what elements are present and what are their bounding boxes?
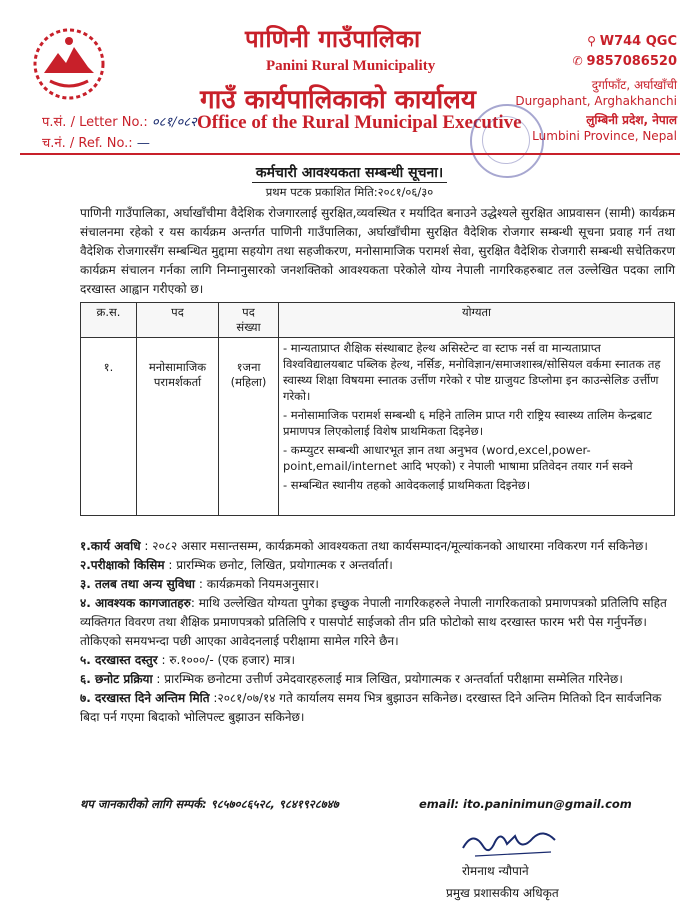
phone-icon: ✆ — [572, 54, 583, 68]
municipality-name-np: पाणिनी गाउँपालिका — [245, 25, 421, 53]
qualification-item: - मान्यताप्राप्त शैक्षिक संस्थाबाट हेल्थ असिस्टेन्ट वा स्टाफ नर्स वा मान्यताप्राप्त विश्वविद्यालयबाट पब्लिक हेल्थ, नर्सिङ, मनोविज्ञान/समाजशास्त्र/सोसियल वर्कमा स्नातक तह स्वास्थ्य शिक्षा विषयमा स्नातक उर्त्तीण गरेको र पोष्ट ग्राजुयट डिप्लोमा इन काउन्सेलिङ उर्त्तीण गरेको। — [283, 341, 661, 403]
ref-number — [42, 133, 150, 151]
ref-label: च.नं. / Ref. No.: — [42, 136, 133, 151]
term-item: १.कार्य अवधि : २०८२ असार मसान्तसम्म, कार्यक्रमको आवश्यकता तथा कार्यसम्पादन/मूल्यांकनको आधारमा नविकरण गर्न सकिनेछ। — [80, 539, 648, 553]
position-table — [80, 302, 675, 516]
table-row — [81, 338, 675, 516]
contact-info: थप जानकारीको लागि सम्पर्क: ९८५७०८६५२८, ९८४१९२८७४७ — [80, 797, 339, 811]
letter-label: प.सं. / Letter No.: — [42, 115, 148, 130]
office-stamp-inner — [482, 116, 530, 164]
cell-qualification — [279, 338, 675, 516]
letter-number — [42, 112, 197, 130]
province-en: Lumbini Province, Nepal — [532, 129, 677, 143]
term-item: ६. छनोट प्रक्रिया : प्रारम्भिक छनोटमा उत्तीर्ण उमेदवारहरुलाई मात्र लिखित, प्रयोगात्मक र अन्तर्वार्ता परीक्षामा सम्मेलित गरिनेछ। — [80, 672, 623, 686]
nepal-emblem-icon — [30, 25, 108, 103]
contact-code: ⚲ W744 QGC — [587, 34, 677, 49]
qualification-item: - मनोसामाजिक परामर्श सम्बन्धी ६ महिने तालिम प्राप्त गरी राष्ट्रिय स्वास्थ्य तालिम केन्द्रबाट प्रमाणपत्र लिएकोलाई विशेष प्राथमिकता दिइनेछ। — [283, 408, 652, 438]
term-item: ३. तलब तथा अन्य सुविधा : कार्यक्रमको नियमअनुसार। — [80, 577, 319, 591]
signatory-title: प्रमुख प्रशासकीय अधिकृत — [446, 886, 559, 900]
address-en: Durgaphant, Arghakhanchi — [515, 94, 677, 108]
signatory-name: रोमनाथ न्यौपाने — [462, 864, 529, 878]
cell-count: १जना (महिला) — [219, 338, 279, 516]
province-np: लुम्बिनी प्रदेश, नेपाल — [586, 113, 677, 127]
address-np: दुर्गाफाँट, अर्घाखाँची — [591, 78, 677, 92]
header-divider — [20, 153, 680, 155]
table-header-row — [81, 303, 675, 338]
office-name-np: गाउँ कार्यपालिकाको कार्यालय — [200, 85, 476, 115]
municipality-name-en: Panini Rural Municipality — [266, 58, 436, 74]
contact-email[interactable]: email: ito.paninimun@gmail.com — [419, 797, 632, 811]
signature-icon — [455, 822, 565, 862]
term-item: ५. दरखास्त दस्तुर : रु.१०००/- (एक हजार) मात्र। — [80, 653, 296, 667]
term-item: ७. दरखास्त दिने अन्तिम मिति :२०८१/०७/१४ गते कार्यालय समय भित्र बुझाउन सकिनेछ। दरखास्त दिने अन्तिम मितिको दिन सार्वजनिक बिदा पर्न गएमा बिदाको भोलिपल्ट बुझाउन सकिनेछ। — [80, 691, 662, 724]
header-sn: क्र.स. — [81, 303, 137, 338]
term-item: ४. आवश्यक कागजातहरु: माथि उल्लेखित योग्यता पुगेका इच्छुक नेपाली नागरिकहरुले नेपाली नागरिकताको प्रमाणपत्रको प्रतिलिपि सहित व्यक्तिगत विवरण तथा शैक्षिक प्रमाणपत्रको प्रतिलिपि र पासपोर्ट साईजको तीन प्रति फोटोको साथ दरखास्त फारम भरी पेस गर्नुपर्नेछ। तोकिएको समयभन्दा पछी आएका आवेदनलाई परीक्षामा सामेल गरिने छैन। — [80, 596, 667, 648]
header-qualification: योग्यता — [279, 303, 675, 338]
header-count: पद संख्या — [219, 303, 279, 338]
qualification-item: - सम्बन्धित स्थानीय तहको आवेदकलाई प्राथमिकता दिइनेछ। — [283, 478, 531, 492]
qualification-item: - कम्प्युटर सम्बन्धी आधारभूत ज्ञान तथा अनुभव (word,excel,power-point,email/internet आदि भएको) र नेपाली भाषामा प्रतिवेदन तयार गर्न सक्ने — [283, 443, 633, 473]
published-date: प्रथम पटक प्रकाशित मिति:२०८१/०६/३० — [265, 185, 434, 199]
cell-post: मनोसामाजिक परामर्शकर्ता — [137, 338, 219, 516]
header-post: पद — [137, 303, 219, 338]
notice-intro: पाणिनी गाउँपालिका, अर्घाखाँचीमा वैदेशिक रोजगारलाई सुरक्षित,व्यवस्थित र मर्यादित बनाउने उद्धेश्यले सुरक्षित आप्रवासन (सामी) कार्यक्रम संचालनमा रहेको र यस कार्यक्रम अन्तर्गत पाणिनी गाउँपालिका, अर्घाखाँचीमा सुरक्षित वैदेशिक रोजगार सम्बन्धी सूचना प्रवाह गर्न तथा वैदेशिक रोजगारसँग सम्बन्धित मुद्दामा सहयोग तथा सहजीकरण, मनोसामाजिक परामर्श सेवा, सुरक्षित वैदेशिक रोजगारी सम्बन्धी सचेतिकरण कार्यक्रम संचालन गर्नका लागि निम्नानुसारको जनशक्तिको आवश्यकता परेकोले योग्य नेपाली नागरिकहरुबाट तल उल्लेखित पदका लागि दरखास्त आह्वान गरीएको छ। — [80, 206, 675, 296]
location-pin-icon: ⚲ — [587, 34, 596, 48]
term-item: २.परीक्षाको किसिम : प्रारम्भिक छनोट, लिखित, प्रयोगात्मक र अन्तर्वार्ता। — [80, 558, 393, 572]
notice-title: कर्मचारी आवश्यकता सम्बन्धी सूचना। — [0, 163, 699, 182]
terms-list — [80, 537, 680, 727]
office-name-en: Office of the Rural Municipal Executive — [197, 112, 522, 133]
cell-sn: १. — [81, 338, 137, 516]
ref-value: — — [136, 136, 150, 151]
contact-phone: ✆ 9857086520 — [572, 54, 677, 69]
letter-value: ०८१/०८२ — [151, 115, 197, 130]
